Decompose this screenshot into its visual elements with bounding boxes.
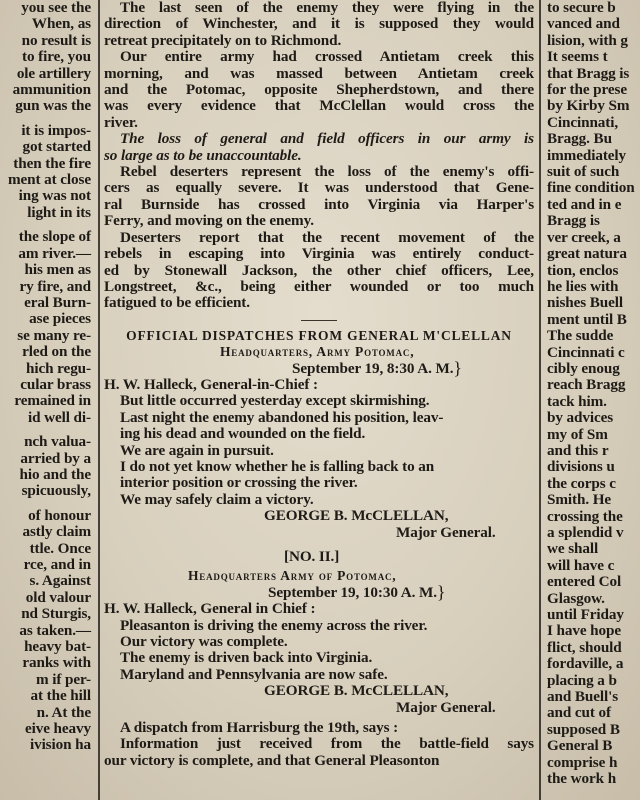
intro-paragraph (104, 0, 534, 49)
dispatch-line: Maryland and Pennsylvania are now safe. (120, 666, 388, 683)
dispatch-one-addressee: H. W. Halleck, General-in-Chief : (104, 376, 318, 393)
right-column-line: cibly enoug (547, 360, 620, 377)
right-column-line: to secure b (547, 0, 616, 16)
dispatch-one-date: September 19, 8:30 A. M.} (292, 360, 462, 377)
right-column-line: until Friday (547, 607, 624, 624)
left-column-line: heavy bat- (24, 639, 91, 656)
right-column-line: It seems t (547, 49, 608, 66)
left-column-line: hich regu- (26, 360, 91, 377)
article-line: fatigued to be efficient. (104, 295, 250, 312)
left-column-line: ase pieces (29, 311, 91, 328)
right-column (545, 0, 640, 800)
dispatch-line: Last night the enemy abandoned his position, leav- (120, 409, 444, 426)
left-column-line: no result is (21, 32, 91, 49)
right-column-line: by advices (547, 410, 614, 427)
dispatch-line: I do not yet know whether he is falling back to an (120, 458, 435, 475)
dispatch-line: But little occurred yesterday except skirmishing. (120, 393, 430, 410)
left-column-line: arried by a (20, 450, 91, 467)
left-column-line (0, 115, 94, 123)
right-column-line: reach Bragg (547, 377, 626, 394)
left-column-line: n. At the (36, 704, 91, 721)
right-column-line: Cincinnati, (547, 114, 619, 131)
left-column-line: at the hill (30, 688, 91, 705)
left-column-line: am river.— (18, 245, 91, 262)
dispatch-line: Pleasanton is driving the enemy across the river. (120, 617, 428, 634)
main-column (104, 0, 534, 800)
article-line: morning, and was massed between Antietam creek (104, 65, 534, 82)
section-divider (301, 320, 337, 321)
article-line: Longstreet, &c., being either wounded or too much (104, 278, 534, 295)
right-column-line: flict, should (547, 639, 622, 656)
dispatch-line: interior position or crossing the river. (120, 475, 358, 492)
right-column-line: great natura (547, 246, 627, 263)
column-rule-left (98, 0, 100, 800)
left-column-line: cular brass (20, 376, 91, 393)
left-column-line (0, 221, 94, 229)
left-column-line: spicuously, (21, 483, 91, 500)
harrisburg-intro: A dispatch from Harrisburg the 19th, says : (120, 720, 399, 737)
left-column-line (0, 426, 94, 434)
left-column-line: old valour (25, 589, 91, 606)
right-column-line: my of Sm (547, 426, 608, 443)
dispatch-two (104, 568, 534, 716)
left-column-line: to fire, you (22, 49, 91, 66)
right-column-line: suit of such (547, 164, 620, 181)
article-line: The last seen of the enemy they were flying in the (120, 0, 534, 16)
dispatch-two-addressee: H. W. Halleck, General in Chief : (104, 601, 316, 618)
right-column-line: and Buell's (547, 689, 619, 706)
right-column-line: crossing the (547, 508, 623, 525)
left-column-line: remained in (14, 393, 91, 410)
dispatch-two-number: [NO. II.] (284, 549, 340, 565)
left-column-line: se many re- (17, 327, 91, 344)
article-line: river. (104, 114, 138, 131)
left-column-line: m if per- (35, 671, 91, 688)
right-column-line: ted and in e (547, 196, 622, 213)
article-line: retreat precipitately on to Richmond. (104, 32, 342, 49)
article-line: and the Potomac, opposite Shepherdstown, and there (104, 82, 534, 99)
stonewall-jackson-paragraph (104, 230, 534, 312)
dispatch-line: We may safely claim a victory. (120, 491, 314, 508)
right-column-line: will have c (547, 557, 615, 574)
right-column-line: a splendid v (547, 525, 624, 541)
right-column-line: vanced and (547, 16, 620, 33)
left-column-line: rce, and in (23, 557, 91, 573)
dispatch-one (104, 344, 534, 541)
article-line: was every evidence that McClellan would cross the (104, 98, 534, 115)
left-column-line: ivision ha (29, 737, 91, 754)
left-column-line: hio and the (19, 466, 91, 483)
left-column-line: you see the (21, 0, 91, 16)
dispatch-one-signature: GEORGE B. McCLELLAN, (264, 508, 449, 525)
article-line: Deserters report that the recent movement of the (120, 229, 534, 246)
left-column-line: rled on the (22, 344, 91, 361)
left-column-line: of honour (28, 507, 91, 524)
article-line: cers as equally severe. It was understood that Gene- (104, 180, 534, 197)
dispatch-line: We are again in pursuit. (120, 442, 274, 459)
brace-glyph: } (436, 584, 446, 602)
right-column-line: and cut of (547, 705, 611, 722)
right-column-line: Smith. He (547, 492, 612, 509)
left-column-line: gun was the (15, 98, 91, 115)
right-column-line: supposed B (547, 721, 620, 738)
dispatch-two-date: September 19, 10:30 A. M.} (268, 584, 446, 602)
left-column-line: astly claim (22, 524, 91, 541)
left-column-line: ammunition (12, 82, 91, 99)
right-column-line: and this r (547, 442, 609, 459)
left-column-line: ranks with (22, 655, 91, 672)
left-column-line: eive heavy (24, 721, 91, 738)
right-column-line: Cincinnati c (547, 344, 625, 361)
right-column-line: placing a b (547, 672, 617, 689)
article-line: ed by Stonewall Jackson, the other chief officers, Lee, (104, 262, 534, 279)
left-column-line: nch valua- (24, 434, 91, 451)
left-column-line: ing was not (18, 188, 91, 205)
left-column-line: it is impos- (21, 122, 91, 139)
right-column-line: immediately (547, 147, 627, 164)
right-column-line: fordaville, a (547, 656, 624, 673)
dispatch-line: Our victory was complete. (120, 634, 288, 651)
dispatch-one-header: Headquarters, Army Potomac, (220, 344, 415, 360)
dispatch-line: ing his dead and wounded on the field. (120, 426, 366, 443)
dispatch-two-header: Headquarters Army of Potomac, (188, 568, 397, 584)
left-column (0, 0, 94, 800)
left-column-line: s. Against (29, 573, 91, 590)
right-column-line: General B (547, 738, 613, 755)
left-column-line: nd Sturgis, (21, 606, 91, 623)
right-column-line: the corps c (547, 475, 616, 492)
right-column-line: that Bragg is (547, 65, 630, 82)
left-column-line: ttle. Once (29, 540, 91, 557)
left-column-line: the slope of (18, 229, 91, 246)
right-column-line: he lies with (547, 278, 619, 295)
right-column-line: the work h (547, 771, 617, 788)
left-column-line: then the fire (13, 155, 91, 172)
right-column-line: tion, enclos (547, 262, 619, 279)
left-column-line: id well di- (27, 409, 91, 426)
article-line: Information just received from the battle-field says (120, 736, 534, 753)
right-column-line: Bragg is (547, 213, 600, 230)
left-column-line: light in its (27, 204, 91, 221)
right-column-line: for the prese (547, 82, 627, 99)
right-column-line: comprise h (547, 754, 618, 771)
right-column-line: ver creek, a (547, 229, 621, 246)
article-line: our victory is complete, and that General Pleasonton (104, 752, 440, 769)
dispatch-two-body (104, 618, 534, 684)
rebel-deserters-paragraph (104, 164, 534, 230)
right-column-line: ment until B (547, 311, 627, 328)
brace-glyph: } (453, 360, 462, 377)
right-column-line: nishes Buell (547, 295, 624, 312)
officer-loss-paragraph (104, 131, 534, 164)
right-column-line: divisions u (547, 459, 615, 476)
article-line: Our entire army had crossed Antietam creek this (120, 49, 534, 66)
right-column-line: Glasgow. (547, 590, 605, 607)
right-column-line: lision, with g (547, 32, 628, 49)
article-line: so large as to be unaccountable. (104, 147, 302, 164)
right-column-line: tack him. (547, 393, 607, 410)
left-column-line: ment at close (7, 172, 91, 189)
left-column-line: ry fire, and (19, 278, 91, 295)
dispatch-one-body (104, 393, 534, 508)
column-rule-right (539, 0, 541, 800)
left-column-line: as taken.— (19, 622, 91, 639)
dispatch-heading: OFFICIAL DISPATCHES FROM GENERAL M'CLELLAN (126, 327, 512, 343)
left-column-line: ole artillery (16, 65, 91, 82)
left-column-line: his men as (24, 262, 91, 279)
left-column-line: got started (22, 139, 91, 156)
right-column-line: I have hope (547, 623, 622, 640)
right-column-line: Bragg. Bu (547, 131, 612, 148)
right-column-line: entered Col (547, 574, 622, 591)
dispatch-one-rank: Major General. (396, 524, 496, 541)
right-column-line: The sudde (547, 328, 614, 345)
article-line: ral Burnside has crossed into Virginia via Harper's (104, 196, 534, 213)
article-line: Rebel deserters represent the loss of the enemy's offi- (120, 164, 534, 181)
article-line: rebels in escaping into Virginia was entirely conduct- (104, 246, 534, 263)
army-crossing-paragraph (104, 49, 534, 131)
harrisburg-paragraph (104, 736, 534, 769)
left-column-line: eral Burn- (24, 294, 91, 311)
article-line: The loss of general and field officers in our army is (120, 131, 534, 148)
left-column-line (0, 500, 94, 508)
article-line: Ferry, and moving on the enemy. (104, 213, 314, 230)
right-column-line: we shall (547, 541, 599, 558)
right-column-line: by Kirby Sm (547, 98, 630, 115)
article-line: direction of Winchester, and it is supposed they would (104, 16, 534, 33)
dispatch-line: The enemy is driven back into Virginia. (120, 650, 373, 667)
left-column-line: When, as (31, 16, 91, 33)
dispatch-two-rank: Major General. (396, 699, 496, 716)
dispatch-two-signature: GEORGE B. McCLELLAN, (264, 683, 449, 700)
right-column-line: fine condition (547, 180, 635, 197)
